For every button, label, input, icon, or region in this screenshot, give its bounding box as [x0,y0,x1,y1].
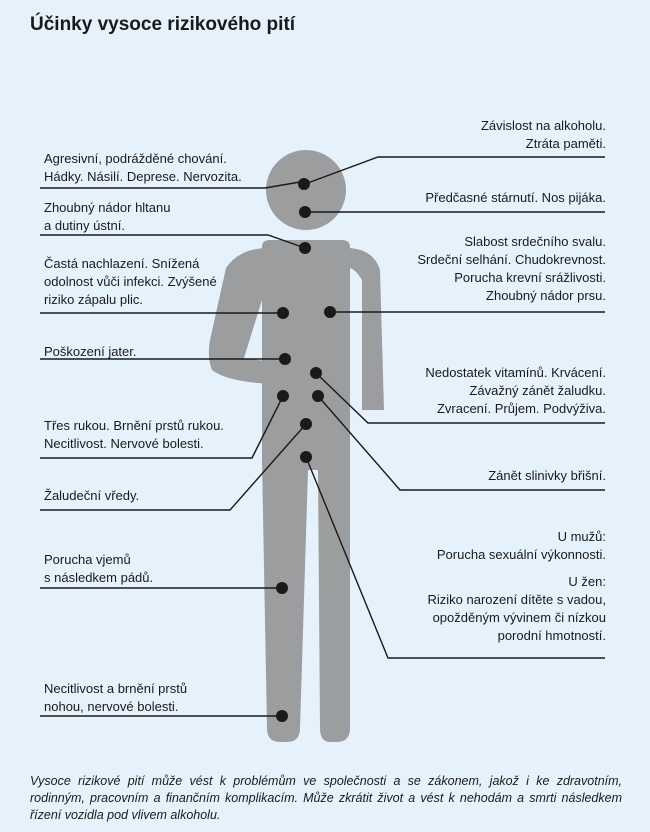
label-line: U mužů: [557,529,606,544]
dot-foot [276,710,288,722]
label-line: Zhoubný nádor hltanu [44,200,171,215]
label-line: Ztráta paměti. [525,136,606,151]
label-line: s následkem pádů. [44,570,154,585]
label-line: U žen: [568,574,606,589]
label-line [428,564,607,573]
label-srdce [417,233,606,305]
human-figure [209,150,384,742]
figure-right-arm [350,248,384,410]
label-line: Agresivní, podrážděné chování. [44,151,227,166]
label-line: Srdeční selhání. Chudokrevnost. [417,252,606,267]
label-line: Hádky. Násilí. Deprese. Nervozita. [44,169,242,184]
label-line: Nedostatek vitamínů. Krvácení. [425,365,606,380]
label-zaludecni [44,487,139,505]
dot-pancreas [312,390,324,402]
figure-torso-and-legs [262,240,350,742]
label-line: Zhoubný nádor prsu. [486,288,606,303]
label-reprodukce [428,528,607,645]
dot-lung [277,307,289,319]
dot-stomach [310,367,322,379]
label-line: porodní hmotností. [497,628,606,643]
dot-throat [299,242,311,254]
label-hltan [44,199,170,235]
label-tres [44,417,224,453]
line-zavislost [305,157,605,184]
label-line: Zánět slinivky břišní. [488,468,606,483]
label-line: Poškození jater. [44,344,137,359]
figure-head [266,150,346,230]
dot-hand [277,390,289,402]
label-line: Zvracení. Průjem. Podvýživa. [436,401,606,416]
dot-knee [276,582,288,594]
label-vjemu [44,551,153,587]
dot-brain [298,178,310,190]
label-necitlivost-nohy [44,680,187,716]
dot-liver [279,353,291,365]
label-line: Předčasné stárnutí. Nos pijáka. [425,190,606,205]
label-jater [44,343,137,361]
label-line: Necitlivost. Nervové bolesti. [44,436,204,451]
label-line: Závažný zánět žaludku. [469,383,606,398]
page-title: Účinky vysoce rizikového pití [30,14,296,35]
label-nachlazeni [44,255,217,309]
label-line: Porucha vjemů [44,552,131,567]
label-vitaminu [425,364,606,418]
label-line: Častá nachlazení. Snížená [44,256,200,271]
label-line: riziko zápalu plic. [44,292,143,307]
dot-pelvis [300,451,312,463]
label-line: Žaludeční vředy. [44,488,140,503]
label-line: odolnost vůči infekci. Zvýšené [44,274,217,289]
footer-note: Vysoce rizikové pití může vést k problémům ve společnosti a se zákonem, jakož i ke zdravotním, rodinným, pracovním a finančním komplikacím. Může zkrátit život a vést k nehodám a smrti následkem řízení vozidla pod vlivem alkoholu. [30,773,622,822]
dot-heart [324,306,336,318]
label-line: Porucha krevní srážlivosti. [454,270,606,285]
label-line: Závislost na alkoholu. [480,118,606,133]
label-line: Riziko narození dítěte s vadou, [427,592,606,607]
label-starnuti [425,189,606,207]
label-line: nohou, nervové bolesti. [44,699,179,714]
label-zavislost [481,117,606,153]
label-line: a dutiny ústní. [44,218,125,233]
label-line: Necitlivost a brnění prstů [44,681,188,696]
label-agresivni [44,150,242,186]
label-line: Slabost srdečního svalu. [464,234,606,249]
dot-nose [299,206,311,218]
label-line: Porucha sexuální výkonnosti. [436,547,606,562]
label-line: Třes rukou. Brnění prstů rukou. [44,418,224,433]
label-line: opožděným vývinem či nízkou [432,610,606,625]
dot-duodenum [300,418,312,430]
label-slinivky [488,467,606,485]
